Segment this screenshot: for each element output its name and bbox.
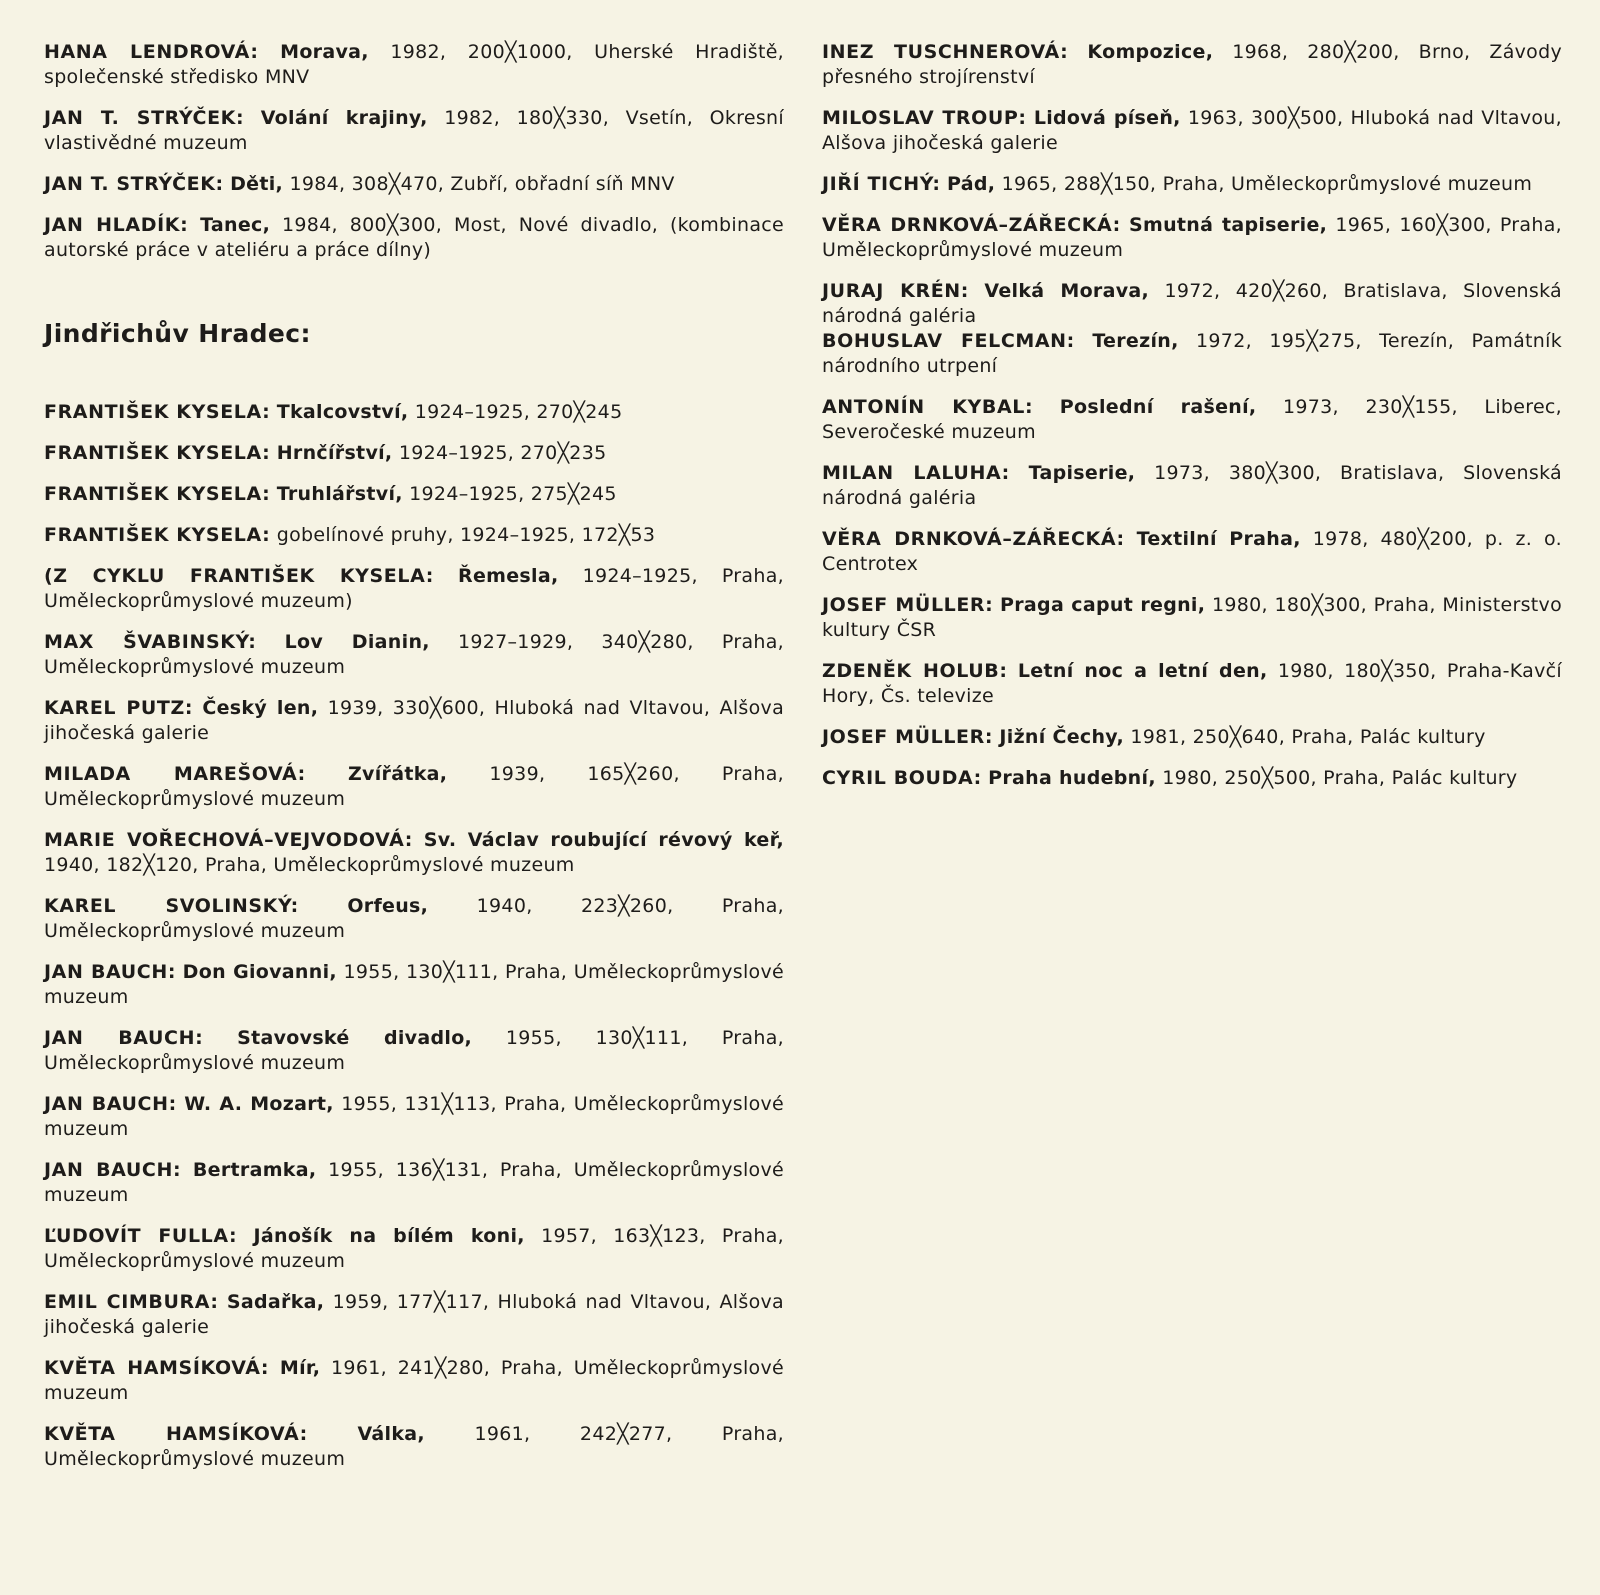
work-details: 1980, 250╳500, Praha, Palác kultury — [1162, 767, 1518, 789]
work-details: 1972, 420╳260, Bratislava, Slovenská národná galéria — [822, 280, 1563, 327]
work-title: Pád, — [946, 173, 996, 195]
artist-name: CYRIL BOUDA: — [822, 767, 982, 789]
artist-name: FRANTIŠEK KYSELA: — [44, 442, 271, 464]
work-details: 1939, 165╳260, Praha, Uměleckoprůmyslové muzeum — [44, 763, 785, 810]
artist-name: EMIL CIMBURA: — [44, 1291, 219, 1313]
work-title: Poslední rašení, — [1059, 396, 1257, 418]
work-title: Lov Dianin, — [284, 631, 430, 653]
work-title: Český len, — [202, 697, 319, 719]
artist-name: JURAJ KRÉN: — [822, 280, 969, 302]
artist-name: JAN BAUCH: — [44, 1027, 204, 1049]
artist-name: JAN BAUCH: — [44, 1159, 182, 1181]
catalog-entry — [822, 593, 1562, 643]
work-title: Zvířátka, — [347, 763, 448, 785]
work-details: 1982, 200╳1000, Uherské Hradiště, společenské středisko MNV — [44, 41, 785, 88]
work-details: 1959, 177╳117, Hluboká nad Vltavou, Alšova jihočeská galerie — [44, 1291, 784, 1338]
work-title: Tanec, — [200, 214, 271, 236]
section-entries — [44, 400, 784, 1472]
work-details: 1980, 180╳350, Praha-Kavčí Hory, Čs. televize — [822, 660, 1562, 707]
artist-name: JAN HLADÍK: — [44, 214, 189, 236]
catalog-entry — [44, 1290, 784, 1340]
catalog-entry — [44, 1158, 784, 1208]
artist-name: JAN BAUCH: — [44, 1093, 177, 1115]
artist-name: JAN T. STRÝČEK: — [44, 107, 245, 129]
artist-name: MILADA MAREŠOVÁ: — [44, 763, 306, 785]
work-details: 1924–1925, 270╳235 — [398, 442, 607, 464]
work-details: 1924–1925, 270╳245 — [414, 401, 623, 423]
artist-name: VĚRA DRNKOVÁ–ZÁŘECKÁ: — [822, 214, 1121, 236]
work-title: Stavovské divadlo, — [237, 1027, 473, 1049]
catalog-entry — [44, 213, 784, 263]
catalog-entry — [822, 527, 1562, 577]
work-details: 1980, 180╳300, Praha, Ministerstvo kultury ČSR — [822, 594, 1562, 641]
catalog-entry — [44, 400, 784, 425]
work-title: Don Giovanni, — [182, 961, 337, 983]
catalog-entry — [822, 725, 1562, 750]
work-title: Orfeus, — [347, 895, 429, 917]
work-details: gobelínové pruhy, 1924–1925, 172╳53 — [276, 524, 656, 546]
catalog-entry — [822, 172, 1562, 197]
work-title: Bertramka, — [192, 1159, 317, 1181]
work-title: Lidová píseň, — [1033, 107, 1181, 129]
work-details: 1968, 280╳200, Brno, Závody přesného strojírenství — [822, 41, 1563, 88]
work-title: Kompozice, — [1087, 41, 1214, 63]
catalog-entry — [44, 172, 784, 197]
section-heading: Jindřichův Hradec: — [44, 319, 311, 348]
work-details: 1984, 800╳300, Most, Nové divadlo, (kombinace autorské práce v ateliéru a práce dílny) — [44, 214, 785, 261]
catalog-entry — [44, 1356, 784, 1406]
artist-name: KVĚTA HAMSÍKOVÁ: — [44, 1423, 308, 1445]
catalog-entry — [44, 40, 784, 90]
work-title: Děti, — [230, 173, 284, 195]
catalog-entry — [44, 1224, 784, 1274]
catalog-entry — [822, 395, 1562, 445]
catalog-entry — [44, 894, 784, 944]
work-details: 1957, 163╳123, Praha, Uměleckoprůmyslové muzeum — [44, 1225, 785, 1272]
work-title: Tapiserie, — [1028, 462, 1136, 484]
catalog-entry — [44, 696, 784, 746]
work-title: W. A. Mozart, — [184, 1093, 334, 1115]
work-title: Mír, — [279, 1357, 321, 1379]
work-details: 1965, 288╳150, Praha, Uměleckoprůmyslové muzeum — [1001, 173, 1533, 195]
work-title: Velká Morava, — [984, 280, 1150, 302]
catalog-entry — [822, 106, 1562, 156]
work-details: 1982, 180╳330, Vsetín, Okresní vlastivědné muzeum — [44, 107, 784, 154]
work-details: 1963, 300╳500, Hluboká nad Vltavou, Alšova jihočeská galerie — [822, 107, 1562, 154]
catalog-entry — [44, 106, 784, 156]
catalog-entry — [44, 441, 784, 466]
work-details: 1981, 250╳640, Praha, Palác kultury — [1130, 726, 1486, 748]
catalog-entry — [822, 213, 1562, 263]
catalog-entry — [822, 329, 1562, 379]
artist-name: KVĚTA HAMSÍKOVÁ: — [44, 1357, 270, 1379]
work-title: Sv. Václav roubující révový keř, — [423, 829, 784, 851]
catalog-entry — [822, 766, 1562, 791]
artist-name: HANA LENDROVÁ: — [44, 41, 259, 63]
work-details: 1955, 130╳111, Praha, Uměleckoprůmyslové muzeum — [44, 961, 785, 1008]
artist-name: JOSEF MÜLLER: — [822, 594, 994, 616]
artist-name: (Z CYKLU FRANTIŠEK KYSELA: — [44, 565, 434, 587]
catalog-entry — [822, 40, 1562, 90]
top-entries — [44, 40, 784, 263]
artist-name: KAREL PUTZ: — [44, 697, 194, 719]
right-column — [822, 40, 1562, 807]
catalog-entry — [44, 960, 784, 1010]
work-details: 1927–1929, 340╳280, Praha, Uměleckoprůmyslové muzeum — [44, 631, 785, 678]
catalog-entry — [822, 461, 1562, 511]
artist-name: ZDENĚK HOLUB: — [822, 660, 1008, 682]
artist-name: FRANTIŠEK KYSELA: — [44, 524, 271, 546]
artist-name: FRANTIŠEK KYSELA: — [44, 401, 271, 423]
work-details: 1961, 242╳277, Praha, Uměleckoprůmyslové muzeum — [44, 1423, 784, 1470]
work-details: 1955, 136╳131, Praha, Uměleckoprůmyslové muzeum — [44, 1159, 784, 1206]
artist-name: MAX ŠVABINSKÝ: — [44, 631, 257, 653]
work-title: Morava, — [280, 41, 369, 63]
work-title: Smutná tapiserie, — [1129, 214, 1328, 236]
work-details: 1940, 223╳260, Praha, Uměleckoprůmyslové muzeum — [44, 895, 784, 942]
artist-name: FRANTIŠEK KYSELA: — [44, 483, 271, 505]
artist-name: INEZ TUSCHNEROVÁ: — [822, 41, 1069, 63]
catalog-entry — [44, 482, 784, 507]
artist-name: MARIE VOŘECHOVÁ–VEJVODOVÁ: — [44, 829, 413, 851]
catalog-entry — [822, 279, 1562, 329]
work-details: 1955, 130╳111, Praha, Uměleckoprůmyslové muzeum — [44, 1027, 784, 1074]
catalog-entry — [44, 1092, 784, 1142]
work-details: 1965, 160╳300, Praha, Uměleckoprůmyslové muzeum — [822, 214, 1562, 261]
work-title: Řemesla, — [458, 565, 559, 587]
artist-name: MILAN LALUHA: — [822, 462, 1010, 484]
work-details: 1940, 182╳120, Praha, Uměleckoprůmyslové muzeum — [44, 854, 575, 876]
artist-name: JAN T. STRÝČEK: — [44, 173, 224, 195]
catalog-entry — [44, 762, 784, 812]
work-title: Jižní Čechy, — [999, 726, 1125, 748]
work-title: Tkalcovství, — [276, 401, 409, 423]
work-title: Truhlářství, — [276, 483, 403, 505]
work-details: 1961, 241╳280, Praha, Uměleckoprůmyslové muzeum — [44, 1357, 784, 1404]
artist-name: JIŘÍ TICHÝ: — [822, 173, 941, 195]
work-title: Jánošík na bílém koni, — [253, 1225, 525, 1247]
work-details: 1973, 380╳300, Bratislava, Slovenská národná galéria — [822, 462, 1562, 509]
work-title: Praha hudební, — [988, 767, 1156, 789]
work-title: Volání krajiny, — [260, 107, 428, 129]
work-details: 1978, 480╳200, p. z. o. Centrotex — [822, 528, 1562, 575]
left-column — [44, 40, 784, 1488]
work-title: Letní noc a letní den, — [1017, 660, 1268, 682]
artist-name: VĚRA DRNKOVÁ–ZÁŘECKÁ: — [822, 528, 1125, 550]
artist-name: KAREL SVOLINSKÝ: — [44, 895, 299, 917]
work-title: Textilní Praha, — [1136, 528, 1301, 550]
work-details: 1984, 308╳470, Zubří, obřadní síň MNV — [289, 173, 675, 195]
artist-name: BOHUSLAV FELCMAN: — [822, 330, 1075, 352]
work-title: Válka, — [357, 1423, 425, 1445]
catalog-entry — [44, 1026, 784, 1076]
artist-name: ĽUDOVÍT FULLA: — [44, 1225, 238, 1247]
work-details: 1973, 230╳155, Liberec, Severočeské muzeum — [822, 396, 1563, 443]
work-title: Terezín, — [1092, 330, 1179, 352]
work-details: 1924–1925, 275╳245 — [409, 483, 617, 505]
work-title: Hrnčířství, — [276, 442, 393, 464]
work-details: 1939, 330╳600, Hluboká nad Vltavou, Alšova jihočeská galerie — [44, 697, 785, 744]
catalog-entry — [822, 659, 1562, 709]
work-title: Sadařka, — [226, 1291, 325, 1313]
work-details: 1924–1925, Praha, Uměleckoprůmyslové muzeum) — [44, 565, 784, 612]
work-title: Praga caput regni, — [1000, 594, 1206, 616]
artist-name: ANTONÍN KYBAL: — [822, 396, 1034, 418]
catalog-entry — [44, 523, 784, 548]
catalog-entry — [44, 630, 784, 680]
artist-name: MILOSLAV TROUP: — [822, 107, 1027, 129]
catalog-entry — [44, 1422, 784, 1472]
artist-name: JAN BAUCH: — [44, 961, 177, 983]
work-details: 1972, 195╳275, Terezín, Památník národního utrpení — [822, 330, 1563, 377]
artist-name: JOSEF MÜLLER: — [822, 726, 994, 748]
catalog-entry — [44, 828, 784, 878]
catalog-entry — [44, 564, 784, 614]
work-details: 1955, 131╳113, Praha, Uměleckoprůmyslové muzeum — [44, 1093, 785, 1140]
